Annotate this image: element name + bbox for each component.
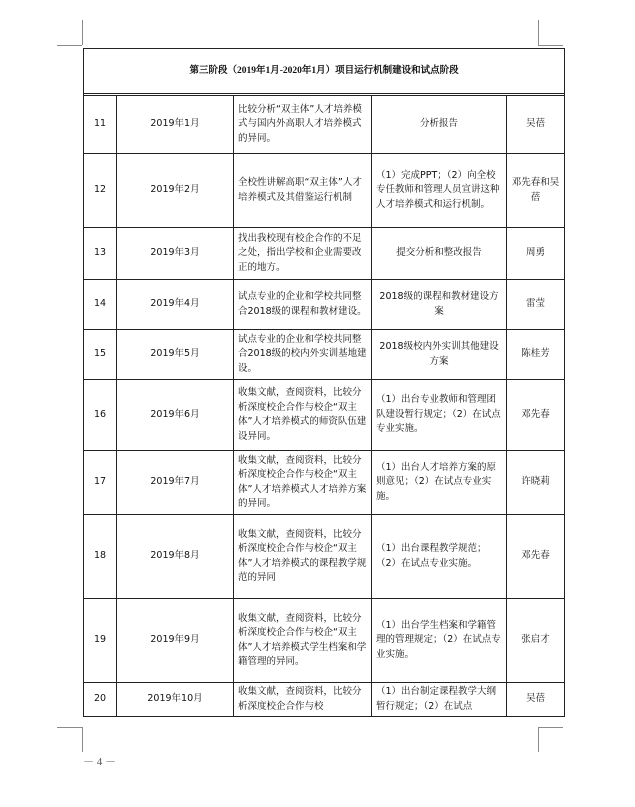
row-person: 邓先春和吴蓓 bbox=[507, 154, 565, 228]
row-outcome: （1）出台人才培养方案的原则意见；（2）在试点专业实施。 bbox=[372, 451, 507, 515]
row-outcome: （1）出台制定课程教学大纲暂行规定；（2）在试点 bbox=[372, 683, 507, 717]
row-person: 雷莹 bbox=[507, 280, 565, 330]
row-number: 15 bbox=[84, 330, 117, 380]
row-content: 全校性讲解高职“双主体”人才培养模式及其借鉴运行机制 bbox=[234, 154, 372, 228]
row-number: 16 bbox=[84, 380, 117, 451]
row-outcome: （1）出台学生档案和学籍管理的管理规定；（2）在试点专业实施。 bbox=[372, 599, 507, 683]
row-content: 收集文献，查阅资料，比较分析深度校企合作与校企“双主体”人才培养模式的课程教学规范的异同 bbox=[234, 515, 372, 599]
row-person: 吴蓓 bbox=[507, 683, 565, 717]
crop-mark-bottom-left-h bbox=[57, 727, 82, 728]
row-person: 张启才 bbox=[507, 599, 565, 683]
row-outcome: 分析报告 bbox=[372, 96, 507, 154]
table-row bbox=[84, 451, 565, 515]
table-row bbox=[84, 683, 565, 717]
row-outcome: （1）出台课程教学规范；（2）在试点专业实施。 bbox=[372, 515, 507, 599]
row-content: 收集文献，查阅资料，比较分析深度校企合作与校企“双主体”人才培养模式学生档案和学籍管理的异同。 bbox=[234, 599, 372, 683]
row-content: 试点专业的企业和学校共同整合2018级的校内外实训基地建设。 bbox=[234, 330, 372, 380]
row-outcome: （1）完成PPT；（2）向全校专任教师和管理人员宣讲这种人才培养模式和运行机制。 bbox=[372, 154, 507, 228]
table-row bbox=[84, 96, 565, 154]
row-number: 19 bbox=[84, 599, 117, 683]
row-person: 周勇 bbox=[507, 228, 565, 280]
row-date: 2019年8月 bbox=[117, 515, 234, 599]
table-row bbox=[84, 280, 565, 330]
row-date: 2019年5月 bbox=[117, 330, 234, 380]
row-person: 许晓莉 bbox=[507, 451, 565, 515]
crop-mark-top-left-h bbox=[57, 45, 82, 46]
row-person: 邓先春 bbox=[507, 380, 565, 451]
row-date: 2019年1月 bbox=[117, 96, 234, 154]
table-title: 第三阶段（2019年1月-2020年1月）项目运行机制建设和试点阶段 bbox=[84, 49, 565, 94]
project-plan-table bbox=[83, 48, 565, 717]
crop-mark-bottom-right-v bbox=[538, 727, 539, 752]
row-number: 11 bbox=[84, 96, 117, 154]
page-number: － 4 － bbox=[83, 756, 116, 768]
crop-mark-bottom-left-v bbox=[82, 727, 83, 752]
crop-mark-top-left-v bbox=[82, 20, 83, 45]
row-outcome: 提交分析和整改报告 bbox=[372, 228, 507, 280]
row-content: 找出我校现有校企合作的不足之处，指出学校和企业需要改正的地方。 bbox=[234, 228, 372, 280]
row-content: 比较分析“双主体”人才培养模式与国内外高职人才培养模式的异同。 bbox=[234, 96, 372, 154]
row-content: 试点专业的企业和学校共同整合2018级的课程和教材建设。 bbox=[234, 280, 372, 330]
row-number: 14 bbox=[84, 280, 117, 330]
row-outcome: （1）出台专业教师和管理团队建设暂行规定；（2）在试点专业实施。 bbox=[372, 380, 507, 451]
row-number: 13 bbox=[84, 228, 117, 280]
row-date: 2019年10月 bbox=[117, 683, 234, 717]
table-row bbox=[84, 380, 565, 451]
crop-mark-bottom-right-h bbox=[538, 727, 563, 728]
table-row bbox=[84, 330, 565, 380]
row-number: 12 bbox=[84, 154, 117, 228]
row-outcome: 2018级的课程和教材建设方案 bbox=[372, 280, 507, 330]
crop-mark-top-right-h bbox=[538, 45, 563, 46]
table-row bbox=[84, 515, 565, 599]
row-date: 2019年2月 bbox=[117, 154, 234, 228]
row-person: 邓先春 bbox=[507, 515, 565, 599]
row-content: 收集文献，查阅资料，比较分析深度校企合作与校企“双主体”人才培养模式人才培养方案的异同。 bbox=[234, 451, 372, 515]
row-number: 17 bbox=[84, 451, 117, 515]
table-row bbox=[84, 228, 565, 280]
row-outcome: 2018级校内外实训其他建设方案 bbox=[372, 330, 507, 380]
row-date: 2019年6月 bbox=[117, 380, 234, 451]
row-date: 2019年7月 bbox=[117, 451, 234, 515]
row-number: 20 bbox=[84, 683, 117, 717]
row-number: 18 bbox=[84, 515, 117, 599]
table-row bbox=[84, 599, 565, 683]
row-person: 吴蓓 bbox=[507, 96, 565, 154]
table-title-row bbox=[84, 49, 565, 94]
row-date: 2019年4月 bbox=[117, 280, 234, 330]
row-date: 2019年3月 bbox=[117, 228, 234, 280]
row-date: 2019年9月 bbox=[117, 599, 234, 683]
crop-mark-top-right-v bbox=[538, 20, 539, 45]
table-row bbox=[84, 154, 565, 228]
row-content: 收集文献，查阅资料，比较分析深度校企合作与校企“双主体”人才培养模式的师资队伍建设异同。 bbox=[234, 380, 372, 451]
row-content: 收集文献，查阅资料，比较分析深度校企合作与校 bbox=[234, 683, 372, 717]
row-person: 陈桂芳 bbox=[507, 330, 565, 380]
